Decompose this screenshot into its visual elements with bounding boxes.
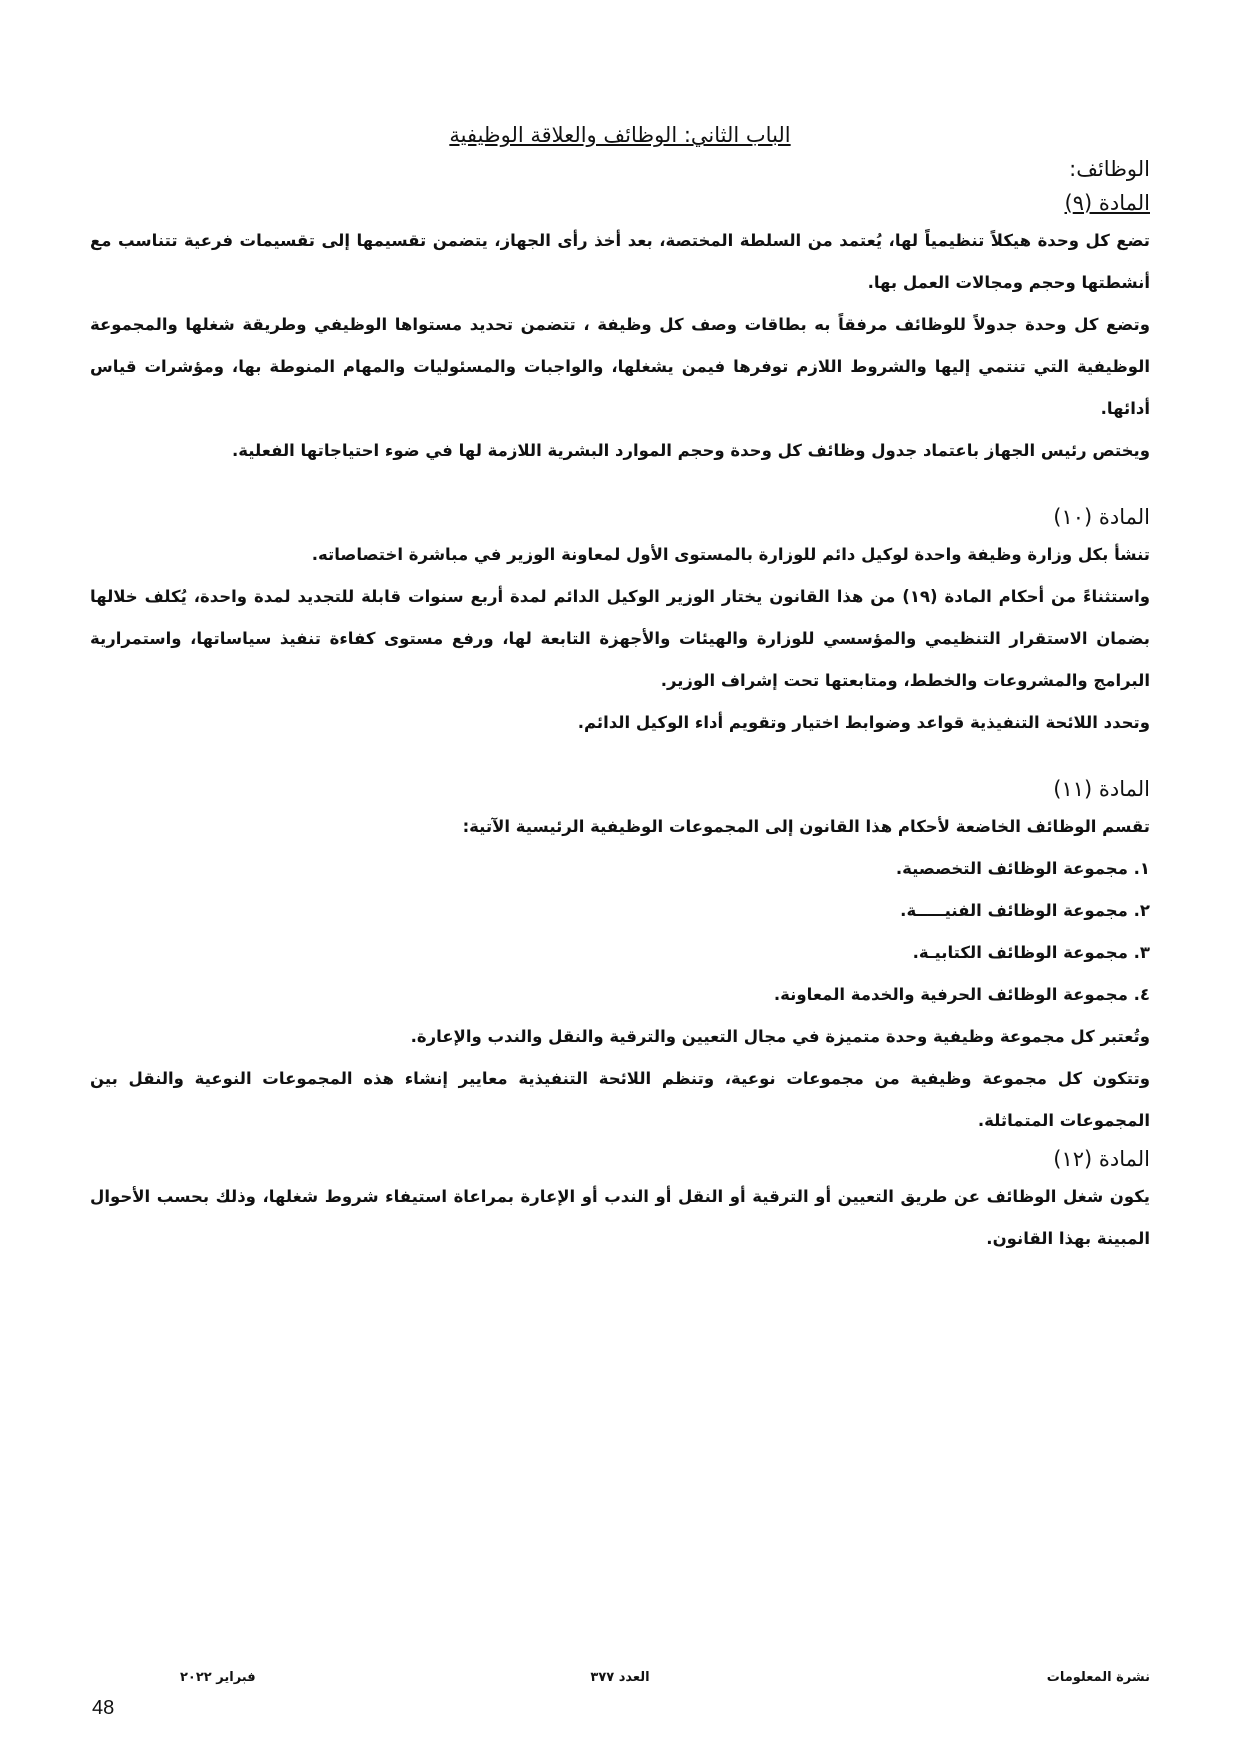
list-item: ١. مجموعة الوظائف التخصصية. [895, 859, 1150, 878]
article-11-heading: المادة (١١) [1053, 777, 1150, 801]
article-11-intro: تقسم الوظائف الخاضعة لأحكام هذا القانون إلى المجموعات الوظيفية الرئيسية الآتية: [462, 817, 1150, 836]
article-9-paragraph-1: تضع كل وحدة هيكلاً تنظيمياً لها، يُعتمد من السلطة المختصة، بعد أخذ رأى الجهاز، يتضمن تقسيمها إلى تقسيمات فرعية تتناسب مع أنشطتها وحجم ومجالات العمل بها. [90, 231, 1150, 292]
article-11-paragraph-1: وتُعتبر كل مجموعة وظيفية وحدة متميزة في مجال التعيين والترقية والنقل والندب والإعارة. [410, 1027, 1150, 1046]
article-12-heading: المادة (١٢) [1053, 1147, 1150, 1171]
article-9-paragraph-2: وتضع كل وحدة جدولاً للوظائف مرفقاً به بطاقات وصف كل وظيفة ، تتضمن تحديد مستواها الوظيفي وطريقة شغلها والمجموعة الوظيفية التي تنتمي إليها والشروط اللازم توفرها فيمن يشغلها، والواجبات والمسئوليات والمهام المنوطة بها، ومؤشرات قياس أدائها. [90, 315, 1150, 418]
footer-date: فبراير ٢٠٢٢ [180, 1670, 256, 1685]
chapter-title: الباب الثاني: الوظائف والعلاقة الوظيفية [449, 123, 791, 147]
list-item: ٢. مجموعة الوظائف الفنيـــــة. [900, 901, 1150, 920]
article-9-paragraph-3: ويختص رئيس الجهاز باعتماد جدول وظائف كل وحدة وحجم الموارد البشرية اللازمة لها في ضوء احتياجاتها الفعلية. [232, 441, 1150, 460]
page-number: 48 [92, 1697, 115, 1719]
article-10-heading: المادة (١٠) [1053, 505, 1150, 529]
footer-issue: العدد ٣٧٧ [590, 1670, 650, 1685]
article-12-paragraph-1: يكون شغل الوظائف عن طريق التعيين أو الترقية أو النقل أو الندب أو الإعارة بمراعاة استيفاء شروط شغلها، وذلك بحسب الأحوال المبينة بهذا القانون. [90, 1187, 1150, 1248]
list-item: ٣. مجموعة الوظائف الكتابيـة. [912, 943, 1150, 962]
article-10-paragraph-2: واستثناءً من أحكام المادة (١٩) من هذا القانون يختار الوزير الوكيل الدائم لمدة أربع سنوات قابلة للتجديد لمدة واحدة، يُكلف خلالها بضمان الاستقرار التنظيمي والمؤسسي للوزارة والهيئات والأجهزة التابعة لها، ورفع مستوى كفاءة تنفيذ سياساتها، واستمرارية البرامج والمشروعات والخطط، ومتابعتها تحت إشراف الوزير. [90, 587, 1150, 690]
spacer [90, 744, 1150, 772]
spacer [90, 472, 1150, 500]
article-9-heading: المادة (٩) [1064, 191, 1150, 215]
section-heading: الوظائف: [1069, 157, 1150, 181]
page-content [90, 118, 1150, 1260]
page-footer [90, 1670, 1150, 1694]
article-10-paragraph-3: وتحدد اللائحة التنفيذية قواعد وضوابط اختيار وتقويم أداء الوكيل الدائم. [577, 713, 1150, 732]
footer-publication: نشرة المعلومات [1046, 1670, 1150, 1685]
list-item: ٤. مجموعة الوظائف الحرفية والخدمة المعاونة. [773, 985, 1150, 1004]
article-10-paragraph-1: تنشأ بكل وزارة وظيفة واحدة لوكيل دائم للوزارة بالمستوى الأول لمعاونة الوزير في مباشرة اختصاصاته. [311, 545, 1150, 564]
article-11-paragraph-2: وتتكون كل مجموعة وظيفية من مجموعات نوعية، وتنظم اللائحة التنفيذية معايير إنشاء هذه المجموعات النوعية والنقل بين المجموعات المتماثلة. [90, 1069, 1150, 1130]
